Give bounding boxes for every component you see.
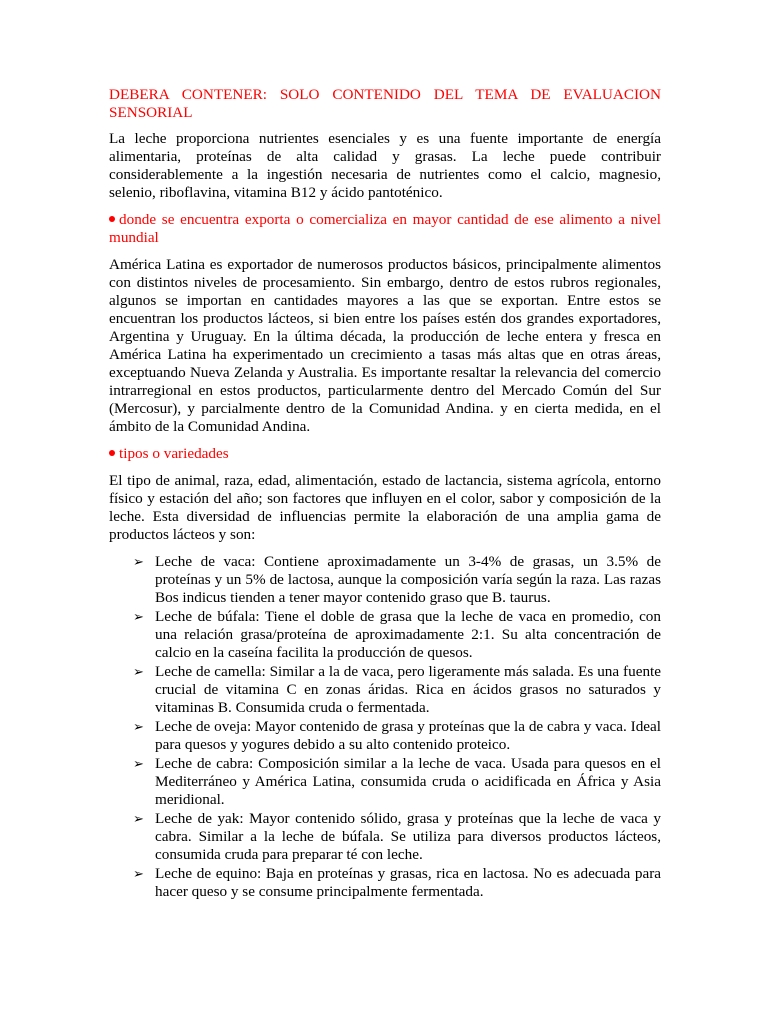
list-item-text: Leche de cabra: Composición similar a la leche de vaca. Usada para quesos en el Mediterráneo y América Latina, consumida cruda o acidificada en África y Asia meridional. [155,755,661,808]
list-item [109,663,661,717]
arrow-bullet-icon: ➢ [133,811,144,826]
arrow-bullet-icon: ➢ [133,756,144,771]
arrow-bullet-icon: ➢ [133,866,144,881]
document-page [109,86,661,902]
section-heading-types-text: tipos o variedades [119,445,229,462]
list-item-text: Leche de camella: Similar a la de vaca, pero ligeramente más salada. Es una fuente crucial de vitamina C en zonas áridas. Rica en ácidos grasos no saturados y vitaminas B. Consumida cruda o fermentada. [155,663,661,716]
bullet-dot-icon [109,216,115,222]
arrow-bullet-icon: ➢ [133,664,144,679]
types-paragraph: El tipo de animal, raza, edad, alimentación, estado de lactancia, sistema agrícola, entorno físico y estación del año; son factores que influyen en el color, sabor y composición de la leche. Esta diversidad de influencias permite la elaboración de una amplia gama de productos lácteos y son: [109,472,661,543]
arrow-bullet-icon: ➢ [133,609,144,624]
list-item-text: Leche de oveja: Mayor contenido de grasa y proteínas que la de cabra y vaca. Ideal para quesos y yogures debido a su alto contenido proteico. [155,718,661,753]
intro-paragraph: La leche proporciona nutrientes esenciales y es una fuente importante de energía alimentaria, proteínas de alta calidad y grasas. La leche puede contribuir considerablemente a la ingestión necesaria de nutrientes como el calcio, magnesio, selenio, riboflavina, vitamina B12 y ácido pantoténico. [109,130,661,201]
list-item-text: Leche de equino: Baja en proteínas y grasas, rica en lactosa. No es adecuada para hacer queso y se consume principalmente fermentada. [155,865,661,900]
list-item [109,810,661,864]
list-item-text: Leche de yak: Mayor contenido sólido, grasa y proteínas que la leche de vaca y cabra. Similar a la leche de búfala. Se utiliza para diversos productos lácteos, consumida cruda para preparar té con leche. [155,810,661,863]
list-item [109,553,661,607]
arrow-bullet-icon: ➢ [133,554,144,569]
section-heading-export-text: donde se encuentra exporta o comercializa en mayor cantidad de ese alimento a nivel mundial [109,211,661,246]
list-item [109,755,661,809]
list-item-text: Leche de búfala: Tiene el doble de grasa que la leche de vaca en promedio, con una relación grasa/proteína de aproximadamente 2:1. Su alta concentración de calcio en la caseína facilita la producción de quesos. [155,608,661,661]
section-heading-types [109,445,661,463]
list-item [109,865,661,901]
list-item-text: Leche de vaca: Contiene aproximadamente un 3-4% de grasas, un 3.5% de proteínas y un 5% de lactosa, aunque la composición varía según la raza. Las razas Bos indicus tienden a tener mayor contenido graso que B. taurus. [155,553,661,606]
page-heading: DEBERA CONTENER: SOLO CONTENIDO DEL TEMA DE EVALUACION SENSORIAL [109,86,661,121]
bullet-dot-icon [109,450,115,456]
section-heading-export [109,211,661,247]
milk-types-list [109,553,661,901]
export-paragraph: América Latina es exportador de numerosos productos básicos, principalmente alimentos con distintos niveles de procesamiento. Sin embargo, dentro de estos rubros regionales, algunos se importan en cantidades mayores a las que se exportan. Entre estos se encuentran los productos lácteos, si bien entre los países estén dos grandes exportadores, Argentina y Uruguay. En la última década, la producción de leche entera y fresca en América Latina ha experimentado un crecimiento a tasas más altas que en otras áreas, exceptuando Nueva Zelanda y Australia. Es importante resaltar la relevancia del comercio intrarregional en estos productos, particularmente dentro del Mercado Común del Sur (Mercosur), y parcialmente dentro de la Comunidad Andina. y en cierta medida, en el ámbito de la Comunidad Andina. [109,256,661,435]
arrow-bullet-icon: ➢ [133,719,144,734]
list-item [109,718,661,754]
list-item [109,608,661,662]
